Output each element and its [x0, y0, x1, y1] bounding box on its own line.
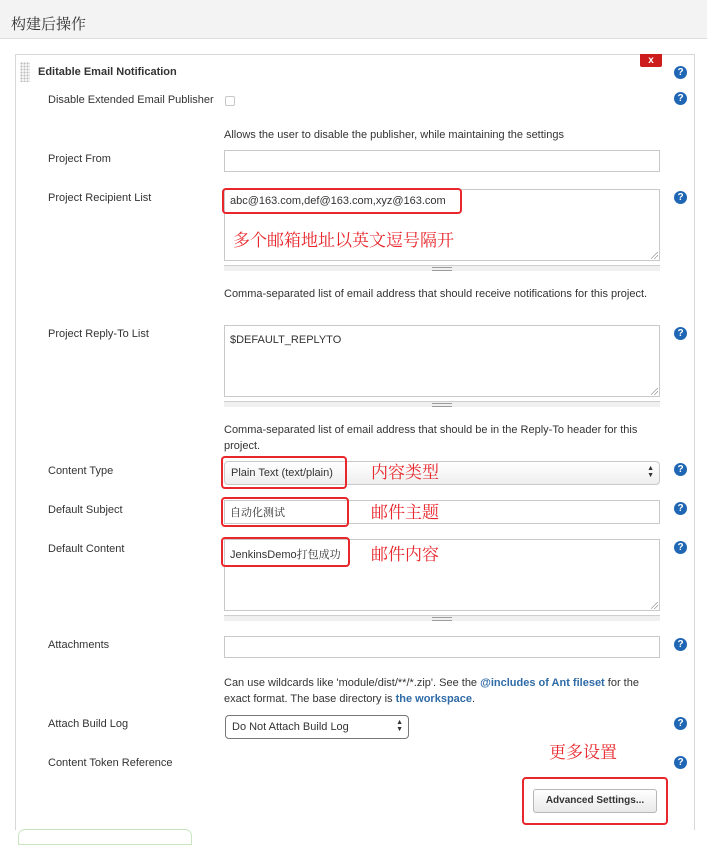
drag-handle-icon[interactable] — [20, 62, 30, 82]
textarea-resize-handle[interactable] — [224, 265, 660, 271]
annotation-box-content-type — [221, 456, 347, 489]
help-icon[interactable]: ? — [674, 327, 687, 340]
section-title: 构建后操作 — [11, 16, 87, 33]
content-token-label: Content Token Reference — [48, 757, 173, 769]
help-icon[interactable]: ? — [674, 541, 687, 554]
attachments-label: Attachments — [48, 639, 110, 651]
select-arrows-icon: ▲ ▼ — [647, 465, 654, 479]
recipient-list-description: Comma-separated list of email address that should receive notifications for this project. — [224, 288, 648, 300]
section-header — [0, 0, 707, 39]
advanced-settings-button[interactable]: Advanced Settings... — [533, 789, 657, 813]
textarea-resize-handle[interactable] — [224, 615, 660, 621]
annotation-subject: 邮件主题 — [371, 503, 439, 523]
attachments-description: Can use wildcards like 'module/dist/**/*.zip'. See the @includes of Ant fileset for the exact format. The base directory is the workspace. — [224, 677, 639, 705]
attachments-input[interactable] — [224, 636, 660, 658]
resize-grip-icon[interactable] — [651, 252, 658, 259]
select-arrows-icon: ▲ ▼ — [396, 719, 403, 733]
reply-to-value: $DEFAULT_REPLYTO — [230, 334, 342, 346]
project-from-input[interactable] — [224, 150, 660, 172]
workspace-link[interactable]: the workspace — [395, 693, 473, 705]
reply-to-description: Comma-separated list of email address that should be in the Reply-To header for this project. — [224, 424, 638, 452]
add-step-tab[interactable] — [18, 829, 192, 845]
annotation-box-recipients — [222, 188, 462, 214]
plugin-title: Editable Email Notification — [38, 66, 177, 78]
help-icon[interactable]: ? — [674, 92, 687, 105]
help-icon[interactable]: ? — [674, 638, 687, 651]
help-icon[interactable]: ? — [674, 191, 687, 204]
annotation-content: 邮件内容 — [371, 545, 439, 565]
recipient-list-label: Project Recipient List — [48, 192, 152, 204]
attach-build-log-select[interactable] — [225, 715, 409, 739]
help-icon[interactable]: ? — [674, 717, 687, 730]
content-type-selected: Plain Text (text/plain) — [231, 467, 333, 479]
resize-grip-icon[interactable] — [651, 388, 658, 395]
help-icon[interactable]: ? — [674, 66, 687, 79]
delete-step-button[interactable]: x — [640, 54, 662, 67]
annotation-more-settings: 更多设置 — [549, 743, 617, 763]
default-subject-value: 自动化测试 — [230, 507, 285, 519]
textarea-resize-handle[interactable] — [224, 401, 660, 407]
default-content-value: JenkinsDemo打包成功 — [230, 549, 341, 561]
recipient-list-value: abc@163.com,def@163.com,xyz@163.com — [230, 195, 446, 207]
help-icon[interactable]: ? — [674, 756, 687, 769]
reply-to-label: Project Reply-To List — [48, 328, 149, 340]
reply-to-textarea[interactable] — [224, 325, 660, 397]
default-subject-label: Default Subject — [48, 504, 123, 516]
project-from-label: Project From — [48, 153, 111, 165]
annotation-recipients: 多个邮箱地址以英文逗号隔开 — [233, 231, 454, 251]
attach-build-log-selected: Do Not Attach Build Log — [232, 721, 349, 733]
ant-fileset-link[interactable]: @includes of Ant fileset — [480, 677, 605, 689]
annotation-box-advanced — [522, 777, 668, 825]
default-content-label: Default Content — [48, 543, 125, 555]
attach-build-log-label: Attach Build Log — [48, 718, 129, 730]
help-icon[interactable]: ? — [674, 463, 687, 476]
resize-grip-icon[interactable] — [651, 602, 658, 609]
annotation-box-subject — [221, 497, 349, 527]
help-icon[interactable]: ? — [674, 502, 687, 515]
annotation-box-content — [221, 537, 350, 567]
disable-publisher-description: Allows the user to disable the publisher, while maintaining the settings — [224, 129, 564, 141]
disable-publisher-checkbox[interactable] — [225, 96, 235, 106]
annotation-content-type: 内容类型 — [371, 463, 439, 483]
content-type-label: Content Type — [48, 465, 114, 477]
disable-publisher-label: Disable Extended Email Publisher — [48, 94, 214, 106]
